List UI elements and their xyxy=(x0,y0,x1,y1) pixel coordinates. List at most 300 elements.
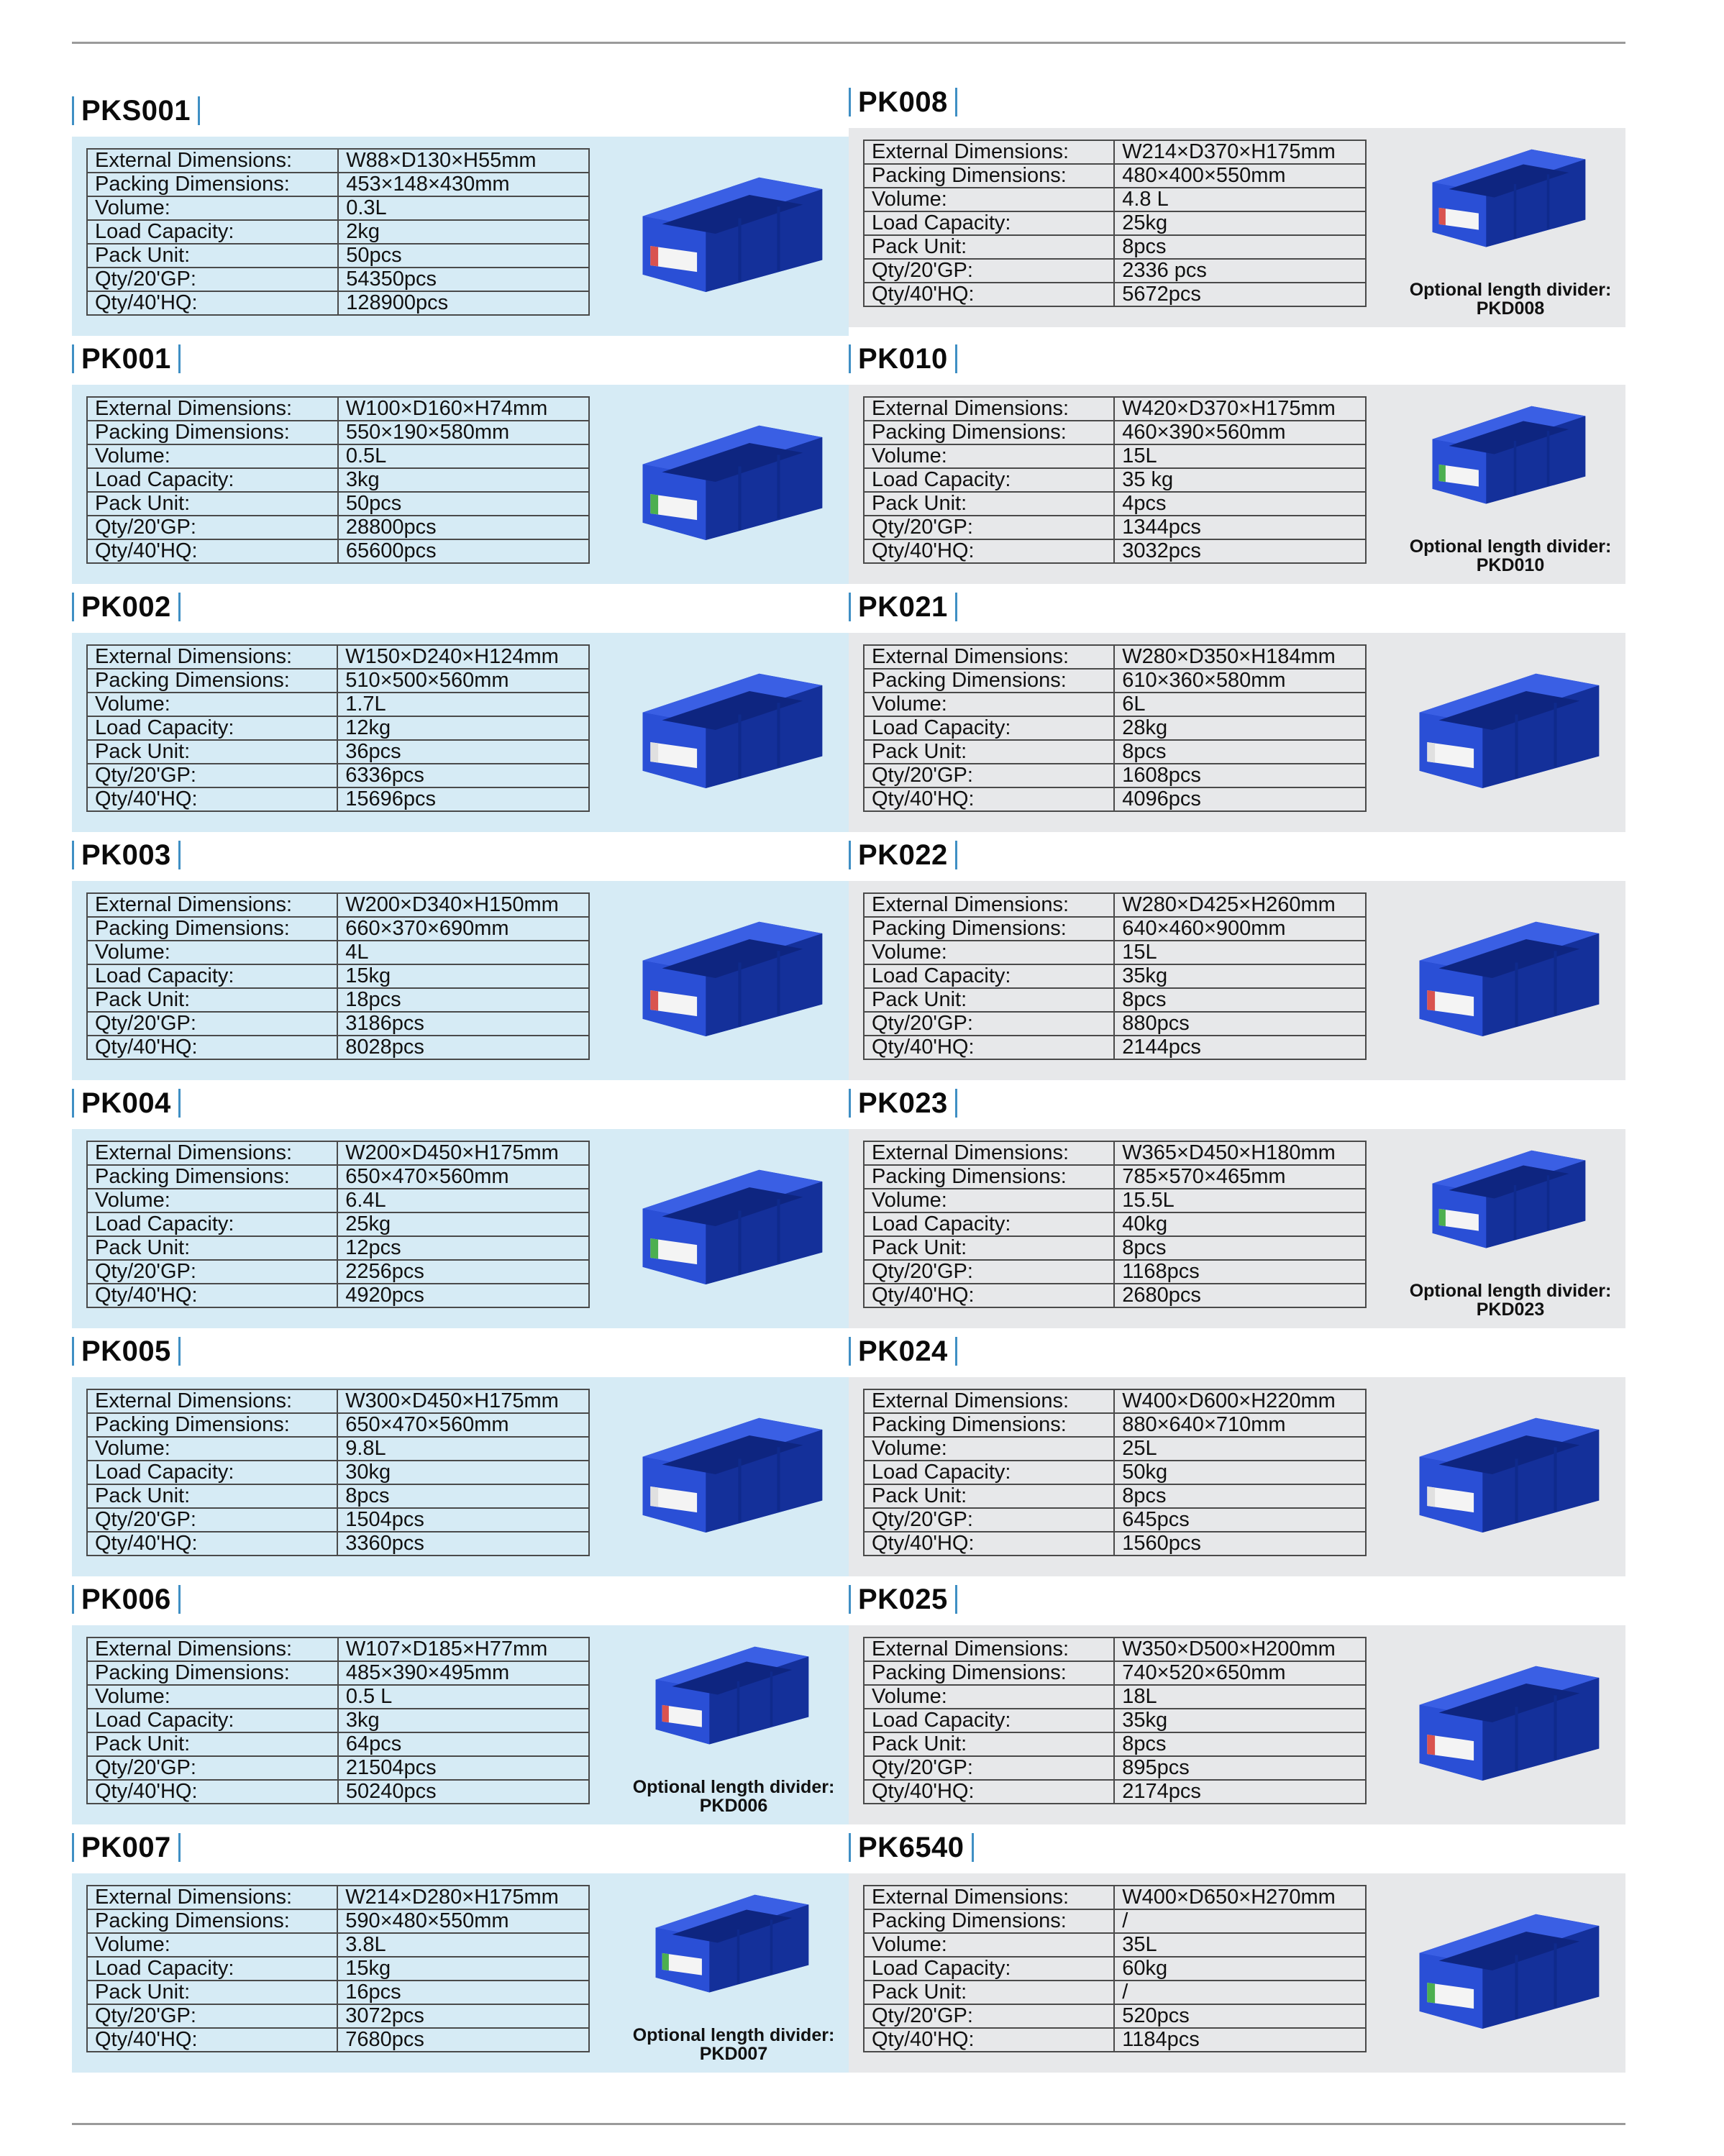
bin-icon xyxy=(633,163,827,299)
spec-table xyxy=(863,140,1367,307)
spec-label: Qty/40'HQ: xyxy=(87,291,338,315)
spec-row-hq xyxy=(864,1780,1366,1804)
title-bar-right xyxy=(955,88,957,117)
product-title xyxy=(72,1576,181,1622)
spec-value: 12kg xyxy=(337,716,589,740)
spec-value: 3032pcs xyxy=(1114,539,1366,563)
spec-label: Qty/40'HQ: xyxy=(864,1284,1114,1307)
spec-value: 6L xyxy=(1114,693,1366,716)
title-bar-right xyxy=(198,96,200,125)
spec-row-hq xyxy=(87,539,589,563)
spec-label: Qty/20'GP: xyxy=(87,2004,337,2028)
spec-value: / xyxy=(1114,1909,1366,1933)
spec-label: Qty/20'GP: xyxy=(864,1508,1114,1532)
spec-row-gp xyxy=(87,516,589,539)
spec-row-gp xyxy=(87,268,589,291)
spec-label: Pack Unit: xyxy=(864,492,1114,516)
spec-value: 1168pcs xyxy=(1114,1260,1366,1284)
spec-value: 8pcs xyxy=(1114,1236,1366,1260)
product-title xyxy=(849,1328,957,1374)
spec-label: Packing Dimensions: xyxy=(87,421,338,444)
spec-row-vol xyxy=(87,1437,589,1461)
product-title xyxy=(849,1576,957,1622)
spec-table xyxy=(863,892,1367,1060)
product-pk021 xyxy=(849,584,1625,832)
storage-bin-image xyxy=(1424,398,1590,506)
spec-value: 485×390×495mm xyxy=(338,1661,589,1685)
bin-icon xyxy=(633,1155,827,1292)
spec-row-pack xyxy=(87,1165,589,1189)
product-title xyxy=(849,584,957,630)
spec-value: 25kg xyxy=(337,1212,589,1236)
spec-row-hq xyxy=(864,1284,1366,1307)
spec-label: Qty/40'HQ: xyxy=(87,539,338,563)
spec-label: Load Capacity: xyxy=(87,1461,337,1484)
spec-row-hq xyxy=(864,787,1366,811)
spec-label: Pack Unit: xyxy=(864,235,1114,259)
spec-row-pack xyxy=(87,1909,589,1933)
spec-value: 1560pcs xyxy=(1114,1532,1366,1556)
spec-row-hq xyxy=(864,1532,1366,1556)
storage-bin-image xyxy=(633,659,827,795)
divider-label: Optional length divider: xyxy=(632,2025,835,2045)
spec-row-load xyxy=(864,964,1366,988)
spec-row-hq xyxy=(87,1036,589,1059)
spec-row-vol xyxy=(87,1933,589,1957)
spec-label: Volume: xyxy=(87,1437,337,1461)
spec-label: External Dimensions: xyxy=(87,397,338,421)
spec-value: 0.5 L xyxy=(338,1685,589,1709)
spec-table xyxy=(86,892,590,1060)
title-bar-right xyxy=(178,841,181,869)
divider-code: PKD023 xyxy=(1476,1299,1545,1320)
spec-label: Load Capacity: xyxy=(87,1957,337,1981)
spec-panel xyxy=(849,128,1625,327)
spec-label: Pack Unit: xyxy=(87,1484,337,1508)
model-code: PK005 xyxy=(81,1335,171,1367)
spec-value: 1.7L xyxy=(337,693,589,716)
model-code: PK022 xyxy=(858,839,948,871)
spec-row-ext xyxy=(864,140,1366,164)
spec-label: External Dimensions: xyxy=(87,1637,338,1661)
spec-value: 35 kg xyxy=(1114,468,1366,492)
spec-label: Volume: xyxy=(87,1933,337,1957)
spec-row-pack xyxy=(87,1413,589,1437)
spec-row-gp xyxy=(864,2004,1366,2028)
spec-row-load xyxy=(87,1212,589,1236)
storage-bin-image xyxy=(633,907,827,1043)
spec-value: 550×190×580mm xyxy=(338,421,589,444)
spec-label: Volume: xyxy=(87,196,338,220)
storage-bin-image xyxy=(633,1403,827,1540)
spec-label: Pack Unit: xyxy=(87,244,338,268)
divider-code: PKD007 xyxy=(699,2044,768,2064)
spec-row-gp xyxy=(87,1012,589,1036)
spec-row-gp xyxy=(87,1260,589,1284)
spec-label: Qty/40'HQ: xyxy=(87,1532,337,1556)
product-pks001 xyxy=(72,88,849,336)
spec-label: Qty/40'HQ: xyxy=(87,1036,337,1059)
spec-row-gp xyxy=(87,1508,589,1532)
title-bar-right xyxy=(955,1337,957,1366)
spec-value: 6336pcs xyxy=(337,764,589,787)
spec-value: W214×D280×H175mm xyxy=(337,1886,589,1909)
spec-row-load xyxy=(864,1212,1366,1236)
spec-label: Packing Dimensions: xyxy=(864,1165,1114,1189)
spec-label: Volume: xyxy=(87,1685,338,1709)
bin-icon xyxy=(647,1638,813,1746)
spec-row-gp xyxy=(87,2004,589,2028)
spec-row-vol xyxy=(87,444,589,468)
spec-value: 0.5L xyxy=(338,444,589,468)
spec-row-unit xyxy=(87,988,589,1012)
spec-label: Load Capacity: xyxy=(87,716,337,740)
spec-value: 15696pcs xyxy=(337,787,589,811)
spec-row-unit xyxy=(864,235,1366,259)
spec-label: External Dimensions: xyxy=(87,1141,337,1165)
spec-row-vol xyxy=(864,941,1366,964)
storage-bin-image xyxy=(1410,1651,1604,1788)
spec-value: 35kg xyxy=(1114,964,1366,988)
divider-label: Optional length divider: xyxy=(1409,280,1612,300)
spec-row-vol xyxy=(87,196,589,220)
spec-label: Qty/40'HQ: xyxy=(864,787,1114,811)
spec-value: W107×D185×H77mm xyxy=(338,1637,589,1661)
bin-icon xyxy=(1424,398,1590,506)
spec-label: External Dimensions: xyxy=(87,1886,337,1909)
top-rule xyxy=(72,42,1625,44)
model-code: PK006 xyxy=(81,1583,171,1615)
spec-label: Load Capacity: xyxy=(87,468,338,492)
spec-row-gp xyxy=(87,1756,589,1780)
spec-row-hq xyxy=(864,1036,1366,1059)
spec-value: 8pcs xyxy=(1114,988,1366,1012)
model-code: PK023 xyxy=(858,1087,948,1119)
storage-bin-image xyxy=(1410,659,1604,795)
spec-panel xyxy=(72,1873,849,2073)
spec-row-vol xyxy=(87,1685,589,1709)
divider-code: PKD010 xyxy=(1476,555,1545,575)
spec-label: Qty/20'GP: xyxy=(87,1260,337,1284)
spec-label: Qty/20'GP: xyxy=(864,1260,1114,1284)
storage-bin-image xyxy=(633,163,827,299)
spec-value: 1608pcs xyxy=(1114,764,1366,787)
divider-label: Optional length divider: xyxy=(632,1777,835,1797)
spec-label: Pack Unit: xyxy=(87,740,337,764)
spec-table xyxy=(86,644,590,812)
model-code: PK007 xyxy=(81,1831,171,1863)
divider-code: PKD008 xyxy=(1476,298,1545,319)
spec-value: 15.5L xyxy=(1114,1189,1366,1212)
spec-panel xyxy=(72,881,849,1080)
spec-label: Qty/20'GP: xyxy=(864,1756,1114,1780)
spec-value: 60kg xyxy=(1114,1957,1366,1981)
spec-value: 8pcs xyxy=(1114,1484,1366,1508)
title-bar-right xyxy=(955,1585,957,1614)
divider-label: Optional length divider: xyxy=(1409,536,1612,557)
spec-label: Qty/40'HQ: xyxy=(864,1036,1114,1059)
spec-label: Qty/20'GP: xyxy=(864,764,1114,787)
spec-row-hq xyxy=(87,1780,589,1804)
spec-label: Qty/20'GP: xyxy=(87,764,337,787)
spec-label: Pack Unit: xyxy=(87,1981,337,2004)
spec-row-load xyxy=(87,1957,589,1981)
bin-icon xyxy=(1410,659,1604,795)
title-bar-right xyxy=(178,1585,181,1614)
spec-row-pack xyxy=(864,164,1366,188)
spec-row-pack xyxy=(864,1909,1366,1933)
model-code: PK025 xyxy=(858,1583,948,1615)
spec-label: Qty/40'HQ: xyxy=(864,2028,1114,2052)
spec-row-gp xyxy=(864,764,1366,787)
spec-value: 2174pcs xyxy=(1114,1780,1366,1804)
spec-value: 50240pcs xyxy=(338,1780,589,1804)
spec-value: W100×D160×H74mm xyxy=(338,397,589,421)
spec-row-load xyxy=(87,468,589,492)
spec-row-unit xyxy=(87,740,589,764)
spec-value: 610×360×580mm xyxy=(1114,669,1366,693)
spec-value: W88×D130×H55mm xyxy=(338,149,589,173)
spec-row-load xyxy=(864,468,1366,492)
spec-row-load xyxy=(87,1461,589,1484)
spec-row-ext xyxy=(864,1637,1366,1661)
model-code: PK010 xyxy=(858,342,948,375)
spec-value: 1504pcs xyxy=(337,1508,589,1532)
product-pk023 xyxy=(849,1080,1625,1328)
spec-label: Volume: xyxy=(864,693,1114,716)
spec-row-vol xyxy=(864,1189,1366,1212)
spec-label: Qty/20'GP: xyxy=(87,1756,338,1780)
spec-label: Qty/20'GP: xyxy=(87,516,338,539)
storage-bin-image xyxy=(1424,1142,1590,1250)
spec-value: 640×460×900mm xyxy=(1114,917,1366,941)
model-code: PKS001 xyxy=(81,94,191,127)
spec-label: Volume: xyxy=(87,941,337,964)
spec-panel xyxy=(72,633,849,832)
spec-label: Qty/20'GP: xyxy=(87,1508,337,1532)
spec-panel xyxy=(849,1377,1625,1576)
spec-value: 880pcs xyxy=(1114,1012,1366,1036)
spec-row-hq xyxy=(87,787,589,811)
divider-note xyxy=(1392,280,1629,318)
spec-row-unit xyxy=(864,1484,1366,1508)
spec-panel xyxy=(72,137,849,336)
spec-label: Load Capacity: xyxy=(864,964,1114,988)
product-pk005 xyxy=(72,1328,849,1576)
spec-row-gp xyxy=(864,1260,1366,1284)
spec-value: 8pcs xyxy=(337,1484,589,1508)
spec-row-vol xyxy=(864,693,1366,716)
spec-row-gp xyxy=(864,1508,1366,1532)
spec-value: 2256pcs xyxy=(337,1260,589,1284)
divider-note xyxy=(1392,1282,1629,1319)
spec-label: Qty/20'GP: xyxy=(864,2004,1114,2028)
spec-label: Load Capacity: xyxy=(87,1212,337,1236)
spec-value: 8028pcs xyxy=(337,1036,589,1059)
spec-label: Pack Unit: xyxy=(864,988,1114,1012)
spec-value: 35L xyxy=(1114,1933,1366,1957)
product-pk025 xyxy=(849,1576,1625,1824)
product-title xyxy=(849,79,957,125)
product-pk001 xyxy=(72,336,849,584)
spec-row-unit xyxy=(87,492,589,516)
spec-label: Volume: xyxy=(864,188,1114,211)
spec-label: Load Capacity: xyxy=(864,211,1114,235)
spec-row-pack xyxy=(87,173,589,196)
spec-row-vol xyxy=(864,1933,1366,1957)
spec-label: Packing Dimensions: xyxy=(864,164,1114,188)
spec-row-hq xyxy=(87,1284,589,1307)
spec-value: 7680pcs xyxy=(337,2028,589,2052)
spec-table xyxy=(863,1637,1367,1804)
spec-panel xyxy=(72,1377,849,1576)
spec-value: 15kg xyxy=(337,964,589,988)
spec-row-ext xyxy=(864,1389,1366,1413)
spec-label: Pack Unit: xyxy=(864,1732,1114,1756)
product-title xyxy=(849,1824,974,1870)
spec-value: 645pcs xyxy=(1114,1508,1366,1532)
spec-value: 785×570×465mm xyxy=(1114,1165,1366,1189)
spec-value: 50pcs xyxy=(338,492,589,516)
divider-note xyxy=(615,2026,852,2063)
spec-row-unit xyxy=(87,1236,589,1260)
spec-label: Packing Dimensions: xyxy=(87,173,338,196)
spec-row-load xyxy=(864,1957,1366,1981)
spec-panel xyxy=(849,385,1625,584)
product-pk007 xyxy=(72,1824,849,2073)
spec-label: Qty/20'GP: xyxy=(864,516,1114,539)
spec-label: Packing Dimensions: xyxy=(87,1165,337,1189)
bin-icon xyxy=(1410,907,1604,1043)
spec-row-unit xyxy=(864,740,1366,764)
storage-bin-image xyxy=(1410,1403,1604,1540)
spec-label: Packing Dimensions: xyxy=(864,421,1114,444)
spec-label: Load Capacity: xyxy=(864,1709,1114,1732)
spec-row-unit xyxy=(864,492,1366,516)
spec-row-hq xyxy=(864,283,1366,306)
spec-value: 4096pcs xyxy=(1114,787,1366,811)
spec-value: 3360pcs xyxy=(337,1532,589,1556)
title-bar-right xyxy=(178,593,181,621)
spec-label: External Dimensions: xyxy=(864,893,1114,917)
spec-value: 25kg xyxy=(1114,211,1366,235)
spec-row-ext xyxy=(87,1389,589,1413)
spec-row-ext xyxy=(87,893,589,917)
spec-value: 4920pcs xyxy=(337,1284,589,1307)
spec-label: Pack Unit: xyxy=(87,988,337,1012)
spec-value: 895pcs xyxy=(1114,1756,1366,1780)
product-pk004 xyxy=(72,1080,849,1328)
spec-panel xyxy=(849,881,1625,1080)
spec-value: W365×D450×H180mm xyxy=(1114,1141,1366,1165)
spec-value: W420×D370×H175mm xyxy=(1114,397,1366,421)
spec-row-load xyxy=(87,716,589,740)
spec-label: External Dimensions: xyxy=(87,149,338,173)
product-title xyxy=(849,336,957,382)
product-title xyxy=(849,832,957,878)
spec-label: External Dimensions: xyxy=(864,140,1114,164)
spec-table xyxy=(86,1637,590,1804)
spec-panel xyxy=(72,385,849,584)
spec-row-pack xyxy=(87,917,589,941)
spec-row-ext xyxy=(87,149,589,173)
storage-bin-image xyxy=(1424,141,1590,249)
product-title xyxy=(72,1824,181,1870)
spec-value: 64pcs xyxy=(338,1732,589,1756)
title-bar-right xyxy=(955,593,957,621)
spec-label: Packing Dimensions: xyxy=(87,1661,338,1685)
bin-icon xyxy=(633,659,827,795)
spec-row-unit xyxy=(87,1484,589,1508)
spec-row-ext xyxy=(87,1886,589,1909)
spec-panel xyxy=(72,1129,849,1328)
spec-table xyxy=(86,1389,590,1556)
spec-row-unit xyxy=(864,1981,1366,2004)
spec-row-vol xyxy=(864,444,1366,468)
spec-row-unit xyxy=(864,1236,1366,1260)
spec-label: Packing Dimensions: xyxy=(87,1909,337,1933)
spec-row-vol xyxy=(87,693,589,716)
spec-label: Pack Unit: xyxy=(87,492,338,516)
model-code: PK004 xyxy=(81,1087,171,1119)
spec-value: 28800pcs xyxy=(338,516,589,539)
storage-bin-image xyxy=(647,1638,813,1746)
bin-icon xyxy=(647,1886,813,1994)
bin-icon xyxy=(1424,1142,1590,1250)
spec-value: 15L xyxy=(1114,941,1366,964)
spec-value: 740×520×650mm xyxy=(1114,1661,1366,1685)
spec-value: 5672pcs xyxy=(1114,283,1366,306)
spec-label: Pack Unit: xyxy=(87,1236,337,1260)
spec-row-load xyxy=(864,211,1366,235)
bin-icon xyxy=(1424,141,1590,249)
spec-row-hq xyxy=(864,539,1366,563)
spec-value: W280×D425×H260mm xyxy=(1114,893,1366,917)
spec-value: 480×400×550mm xyxy=(1114,164,1366,188)
spec-label: External Dimensions: xyxy=(864,1886,1114,1909)
spec-label: Packing Dimensions: xyxy=(864,669,1114,693)
spec-label: Packing Dimensions: xyxy=(864,1909,1114,1933)
product-pk006 xyxy=(72,1576,849,1824)
spec-row-ext xyxy=(864,397,1366,421)
spec-value: W150×D240×H124mm xyxy=(337,645,589,669)
spec-table xyxy=(863,396,1367,564)
spec-label: Packing Dimensions: xyxy=(864,917,1114,941)
spec-row-load xyxy=(87,964,589,988)
spec-value: 3186pcs xyxy=(337,1012,589,1036)
spec-value: 8pcs xyxy=(1114,740,1366,764)
spec-label: Qty/40'HQ: xyxy=(87,2028,337,2052)
spec-value: 18pcs xyxy=(337,988,589,1012)
spec-value: 9.8L xyxy=(337,1437,589,1461)
spec-row-vol xyxy=(87,1189,589,1212)
spec-label: Pack Unit: xyxy=(864,1484,1114,1508)
spec-value: W214×D370×H175mm xyxy=(1114,140,1366,164)
spec-label: External Dimensions: xyxy=(87,893,337,917)
spec-value: W300×D450×H175mm xyxy=(337,1389,589,1413)
spec-value: 21504pcs xyxy=(338,1756,589,1780)
spec-label: Pack Unit: xyxy=(864,1236,1114,1260)
spec-label: Qty/20'GP: xyxy=(864,259,1114,283)
title-bar-right xyxy=(955,344,957,373)
spec-row-unit xyxy=(864,988,1366,1012)
spec-value: 590×480×550mm xyxy=(337,1909,589,1933)
spec-row-hq xyxy=(87,1532,589,1556)
spec-row-vol xyxy=(864,1437,1366,1461)
bin-icon xyxy=(1410,1899,1604,2036)
title-bar-right xyxy=(178,1833,181,1862)
spec-label: Qty/20'GP: xyxy=(87,1012,337,1036)
